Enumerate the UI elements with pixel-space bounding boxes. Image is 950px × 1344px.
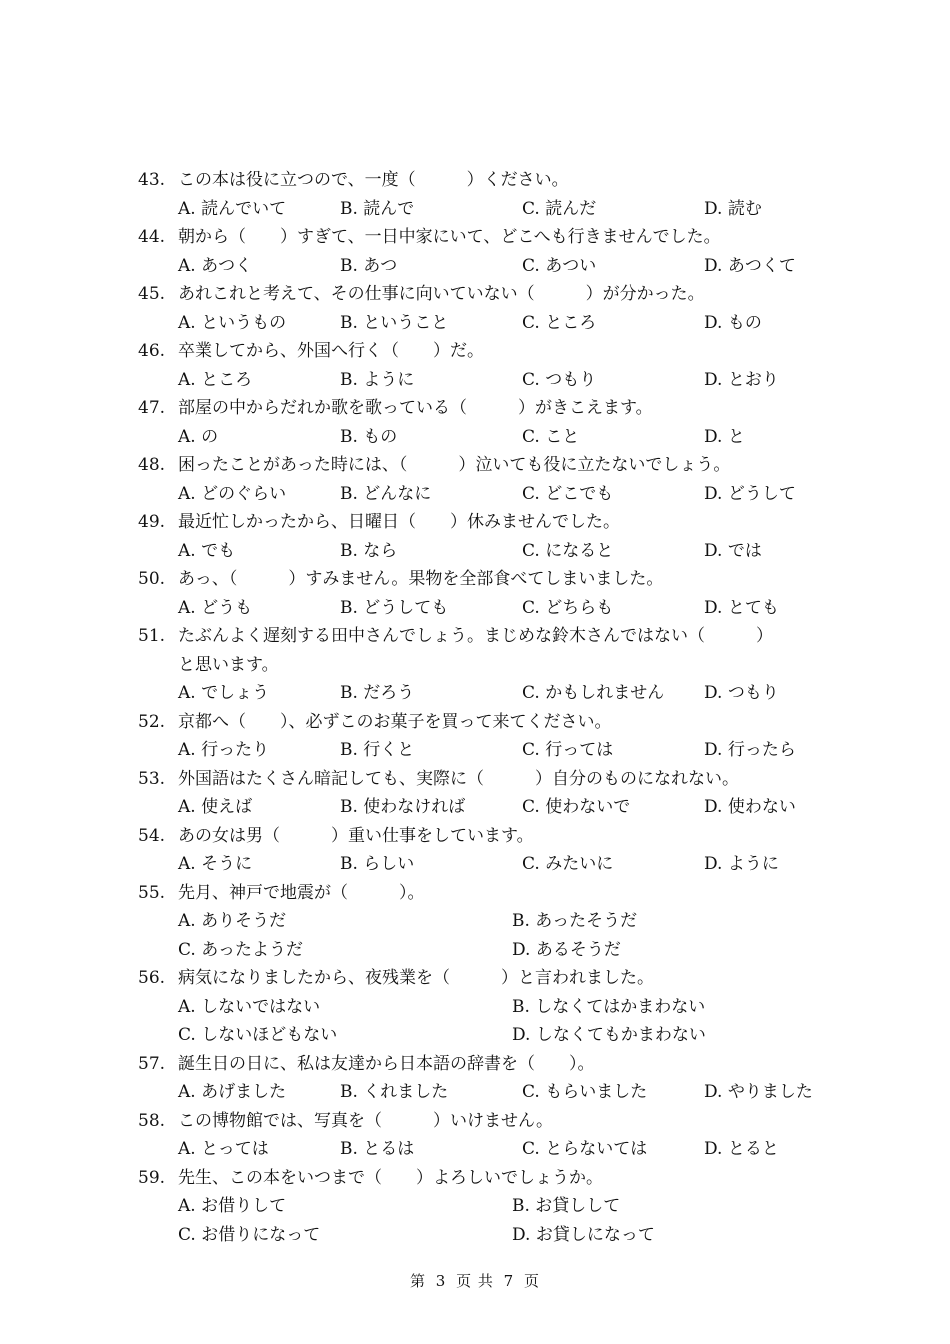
answer-option: B. なら: [340, 540, 398, 561]
footer-total-pages: 7: [503, 1272, 515, 1290]
question-text: たぶんよく遅刻する田中さんでしょう。まじめな鈴木さんではない（ ）: [178, 626, 773, 646]
answer-option: B. もの: [340, 426, 398, 447]
answer-option: B. ように: [340, 369, 415, 390]
question-item: [138, 508, 858, 565]
question-number: 57.: [138, 1053, 166, 1074]
answer-option: D. つもり: [704, 683, 779, 703]
answer-option: C. ところ: [522, 312, 597, 333]
question-text: 京都へ（ ）、必ずこのお菓子を買って来てください。: [178, 711, 612, 732]
answer-option: A. しないではない: [178, 996, 321, 1017]
question-item: [138, 1050, 858, 1107]
footer-page-number: 3: [435, 1272, 447, 1290]
answer-option: C. こと: [522, 426, 580, 447]
question-number: 46.: [138, 341, 166, 361]
footer-prefix: 第: [409, 1272, 426, 1290]
question-number: 58.: [138, 1110, 166, 1131]
answer-option: B. とるは: [340, 1139, 415, 1159]
question-item: [138, 1164, 858, 1250]
options-row: [138, 480, 858, 509]
answer-option: A. でも: [178, 540, 236, 561]
answer-option: B. くれました: [340, 1082, 449, 1102]
question-item: [138, 708, 858, 765]
question-text: 朝から（ ）すぎて、一日中家にいて、どこへも行きませんでした。: [178, 227, 721, 247]
question-text: 外国語はたくさん暗記しても、実際に（ ）自分のものになれない。: [178, 768, 739, 789]
options-row: [138, 1192, 858, 1221]
question-number: 51.: [138, 626, 166, 646]
question-item: [138, 964, 858, 1050]
answer-option: C. あつい: [522, 255, 597, 276]
answer-option: A. あげました: [178, 1082, 287, 1102]
answer-option: D. お貸しになって: [512, 1224, 655, 1245]
question-line: [138, 1050, 858, 1079]
answer-option: D. もの: [704, 312, 762, 333]
question-text: 先生、この本をいつまで（ ）よろしいでしょうか。: [178, 1167, 603, 1188]
answer-option: B. 行くと: [340, 740, 415, 760]
question-text: あの女は男（ ）重い仕事をしています。: [178, 825, 534, 846]
question-number: 56.: [138, 968, 166, 988]
answer-option: C. お借りになって: [178, 1224, 321, 1245]
answer-option: D. 使わない: [704, 797, 796, 817]
answer-option: C. かもしれません: [522, 683, 665, 703]
options-row: [138, 850, 858, 879]
question-text: あっ、（ ）すみません。果物を全部食べてしまいました。: [178, 569, 664, 589]
answer-option: C. 行っては: [522, 740, 614, 760]
question-line: [138, 166, 858, 195]
options-row: [138, 1078, 858, 1107]
answer-option: C. どちらも: [522, 597, 614, 618]
options-row: [138, 1021, 858, 1050]
question-text: この博物館では、写真を（ ）いけません。: [178, 1110, 554, 1131]
options-row: [138, 252, 858, 281]
question-item: [138, 451, 858, 508]
answer-option: B. あったそうだ: [512, 911, 638, 931]
answer-option: B. 使わなければ: [340, 797, 466, 817]
answer-option: C. みたいに: [522, 854, 614, 874]
options-row: [138, 936, 858, 965]
question-line: [138, 223, 858, 252]
answer-option: B. お貸しして: [512, 1196, 621, 1216]
question-number: 59.: [138, 1167, 166, 1188]
answer-option: A. 使えば: [178, 797, 253, 817]
answer-option: D. 行ったら: [704, 740, 796, 760]
answer-option: A. ありそうだ: [178, 911, 287, 931]
question-list: [138, 166, 858, 1249]
answer-option: D. では: [704, 540, 762, 561]
question-line: [138, 451, 858, 480]
answer-option: C. どこでも: [522, 483, 614, 504]
question-line: [138, 822, 858, 851]
answer-option: A. ところ: [178, 369, 253, 390]
options-row: [138, 1135, 858, 1164]
question-text: あれこれと考えて、その仕事に向いていない（ ）が分かった。: [178, 284, 705, 304]
question-item: [138, 394, 858, 451]
answer-option: D. とても: [704, 597, 779, 618]
answer-option: D. とると: [704, 1139, 779, 1159]
question-text: 最近忙しかったから、日曜日（ ）休みませんでした。: [178, 512, 620, 532]
question-number: 43.: [138, 170, 166, 190]
question-number: 52.: [138, 711, 166, 732]
options-row: [138, 594, 858, 623]
question-line: [138, 765, 858, 794]
answer-option: B. だろう: [340, 683, 415, 703]
answer-option: A. お借りして: [178, 1196, 287, 1216]
question-item: [138, 765, 858, 822]
options-row: [138, 423, 858, 452]
options-row: [138, 993, 858, 1022]
answer-option: C. しないほどもない: [178, 1025, 338, 1045]
answer-option: A. の: [178, 426, 219, 447]
answer-option: A. あつく: [178, 255, 253, 276]
question-number: 50.: [138, 569, 166, 589]
answer-option: D. あつくて: [704, 255, 796, 276]
question-item: [138, 280, 858, 337]
answer-option: A. とっては: [178, 1139, 269, 1159]
answer-option: D. とおり: [704, 369, 779, 390]
question-item: [138, 223, 858, 280]
question-text: 病気になりましたから、夜残業を（ ）と言われました。: [178, 968, 654, 988]
question-item: [138, 822, 858, 879]
question-number: 49.: [138, 512, 166, 532]
footer-mid: 页 共: [456, 1272, 494, 1290]
question-line: [138, 879, 858, 908]
options-row: [138, 793, 858, 822]
answer-option: D. と: [704, 426, 745, 447]
question-item: [138, 565, 858, 622]
answer-option: A. どうも: [178, 597, 253, 618]
answer-option: D. やりました: [704, 1082, 813, 1102]
question-text: 部屋の中からだれか歌を歌っている（ ）がきこえます。: [178, 398, 653, 418]
question-text: 誕生日の日に、私は友達から日本語の辞書を（ ）。: [178, 1053, 595, 1074]
question-text: 困ったことがあった時には、（ ）泣いても役に立たないでしょう。: [178, 455, 731, 475]
question-line: [138, 708, 858, 737]
options-row: [138, 907, 858, 936]
answer-option: B. しなくてはかまわない: [512, 996, 706, 1017]
options-row: [138, 195, 858, 224]
options-row: [138, 537, 858, 566]
answer-option: B. 読んで: [340, 198, 415, 219]
answer-option: A. というもの: [178, 312, 287, 333]
question-number: 47.: [138, 398, 166, 418]
answer-option: D. 読む: [704, 198, 762, 219]
answer-option: B. あつ: [340, 255, 398, 276]
question-item: [138, 337, 858, 394]
question-line: [138, 337, 858, 366]
answer-option: D. ように: [704, 854, 779, 874]
question-item: [138, 879, 858, 965]
question-line: [138, 964, 858, 993]
answer-option: C. 使わないで: [522, 797, 631, 817]
answer-option: C. になると: [522, 540, 614, 561]
options-row: [138, 366, 858, 395]
question-number: 48.: [138, 455, 166, 475]
answer-option: D. どうして: [704, 483, 796, 504]
question-number: 45.: [138, 284, 166, 304]
question-line: [138, 1164, 858, 1193]
answer-option: B. どんなに: [340, 483, 432, 504]
answer-option: A. そうに: [178, 854, 253, 874]
question-number: 54.: [138, 825, 166, 846]
answer-option: D. あるそうだ: [512, 939, 621, 960]
answer-option: A. 読んでいて: [178, 198, 287, 219]
answer-option: A. 行ったり: [178, 740, 270, 760]
question-item: [138, 166, 858, 223]
answer-option: A. でしょう: [178, 683, 270, 703]
question-line: [138, 1107, 858, 1136]
answer-option: C. とらないては: [522, 1139, 648, 1159]
question-line: [138, 565, 858, 594]
question-line: [138, 508, 858, 537]
question-number: 44.: [138, 227, 166, 247]
question-text: 卒業してから、外国へ行く（ ）だ。: [178, 341, 484, 361]
answer-option: B. らしい: [340, 854, 415, 874]
question-item: [138, 1107, 858, 1164]
answer-option: B. どうしても: [340, 597, 449, 618]
options-row: [138, 1221, 858, 1250]
question-item: [138, 622, 858, 708]
answer-option: C. もらいました: [522, 1082, 648, 1102]
answer-option: C. つもり: [522, 369, 597, 390]
options-row: [138, 309, 858, 338]
question-line: [138, 280, 858, 309]
options-row: [138, 679, 858, 708]
question-line: [138, 622, 858, 651]
page-footer: [0, 1270, 950, 1291]
footer-suffix: 页: [524, 1272, 541, 1290]
question-number: 55.: [138, 882, 166, 903]
answer-option: C. あったようだ: [178, 939, 304, 960]
answer-option: D. しなくてもかまわない: [512, 1025, 706, 1045]
answer-option: A. どのぐらい: [178, 483, 287, 504]
question-text: 先月、神戸で地震が（ ）。: [178, 882, 425, 903]
answer-option: C. 読んだ: [522, 198, 597, 219]
answer-option: B. ということ: [340, 312, 449, 333]
question-number: 53.: [138, 768, 166, 789]
options-row: [138, 736, 858, 765]
question-text-continued: と思います。: [178, 654, 279, 675]
question-text: この本は役に立つので、一度（ ）ください。: [178, 170, 569, 190]
question-line: [138, 394, 858, 423]
